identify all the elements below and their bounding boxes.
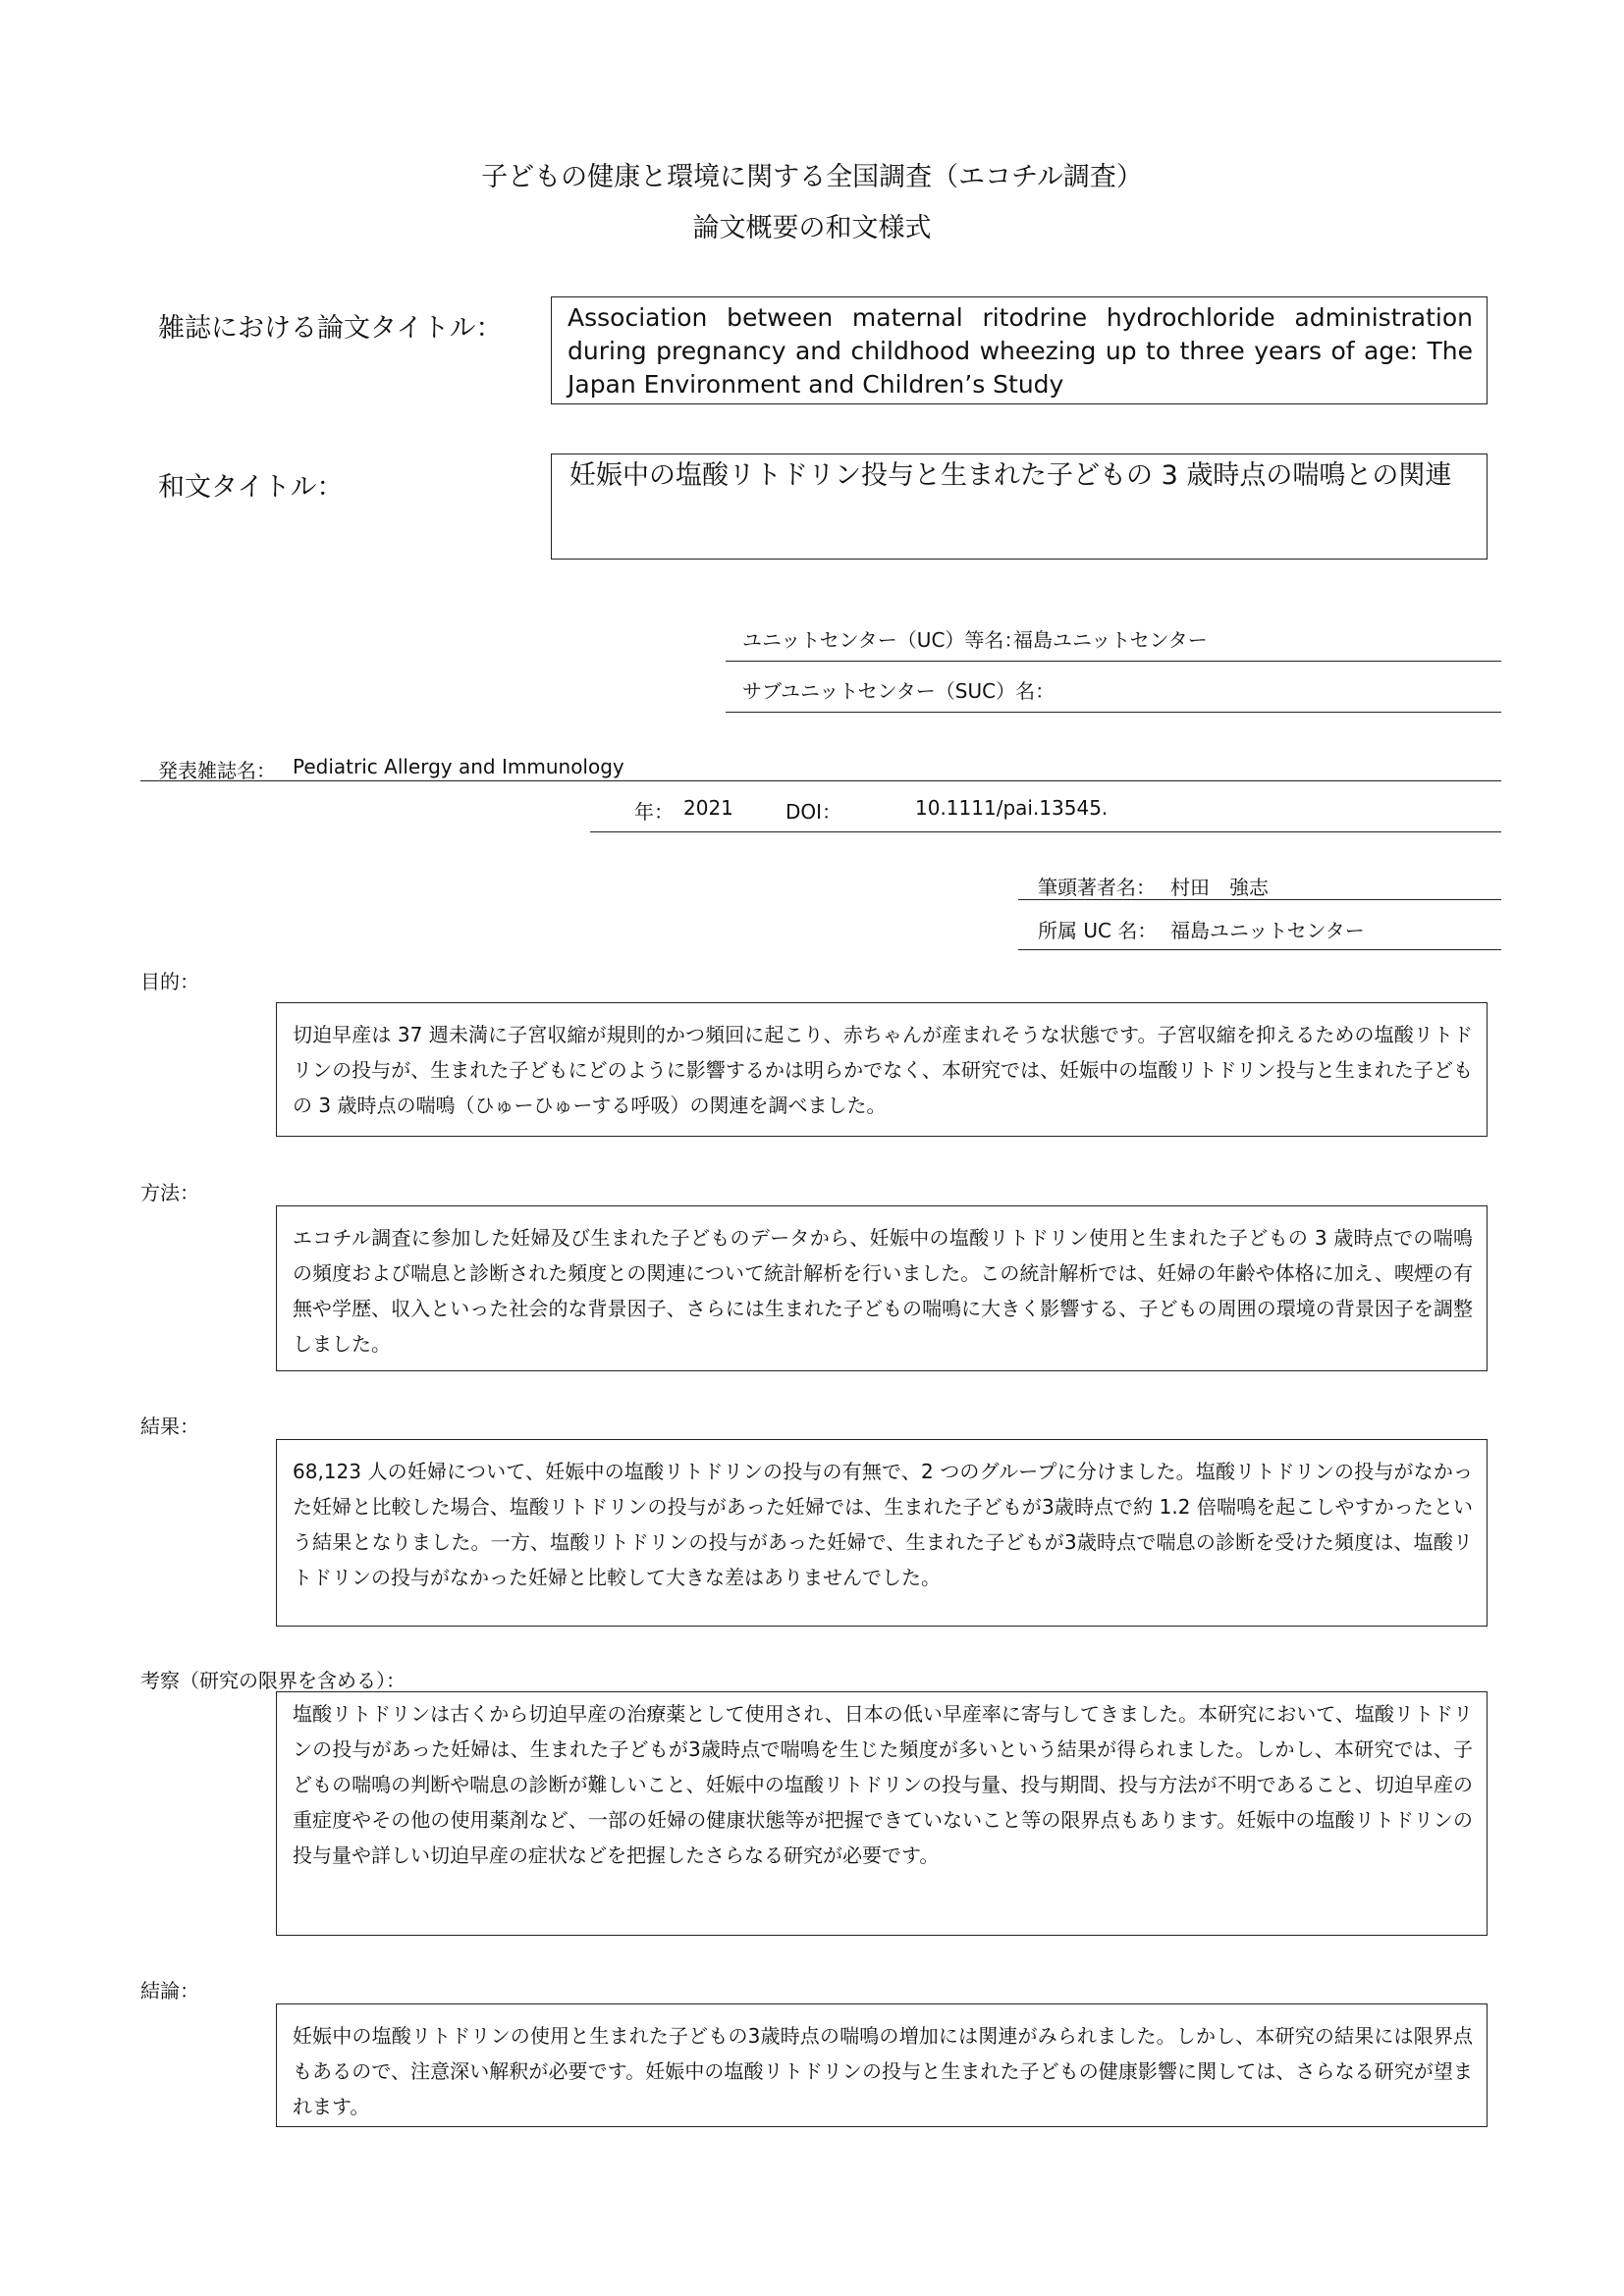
method-box: エコチル調査に参加した妊婦及び生まれた子どものデータから、妊娠中の塩酸リトドリン使用と生まれた子どもの 3 歳時点での喘鳴の頻度および喘息と診断された頻度との関連について統計解析を行いました。この統計解析では、妊婦の年齢や体格に加え、喫煙の有無や学歴、収入といった社会的な背景因子、さらには生まれた子どもの喘鳴に大きく影響する、子どもの周囲の環境の背景因子を調整しました。	[276, 1205, 1488, 1371]
affiliation-label: 所属 UC 名：	[1038, 919, 1158, 942]
year-doi-underline	[590, 831, 1501, 832]
result-label: 結果：	[140, 1415, 199, 1438]
affiliation-value: 福島ユニットセンター	[1170, 919, 1365, 942]
purpose-box: 切迫早産は 37 週未満に子宮収縮が規則的かつ頻回に起こり、赤ちゃんが産まれそうな状態です。子宮収縮を抑えるための塩酸リトドリンの投与が、生まれた子どもにどのように影響するかは明らかでなく、本研究では、妊娠中の塩酸リトドリン投与と生まれた子どもの 3 歳時点の喘鳴（ひゅーひゅーする呼吸）の関連を調べました。	[276, 1002, 1488, 1137]
discussion-label: 考察（研究の限界を含める）：	[140, 1669, 406, 1692]
suc-label: サブユニットセンター（SUC）名：	[742, 679, 1056, 703]
year-value: 2021	[683, 796, 733, 820]
first-author-label: 筆頭著者名：	[1038, 876, 1156, 899]
conclusion-box: 妊娠中の塩酸リトドリンの使用と生まれた子どもの3歳時点の喘鳴の増加には関連がみられました。しかし、本研究の結果には限界点もあるので、注意深い解釈が必要です。妊娠中の塩酸リトドリンの投与と生まれた子どもの健康影響に関しては、さらなる研究が望まれます。	[276, 2003, 1488, 2127]
journal-underline	[140, 780, 1501, 781]
uc-value: 福島ユニットセンター	[1013, 628, 1208, 652]
discussion-box: 塩酸リトドリンは古くから切迫早産の治療薬として使用され、日本の低い早産率に寄与してきました。本研究において、塩酸リトドリンの投与があった妊婦は、生まれた子どもが3歳時点で喘鳴を生じた頻度が多いという結果が得られました。しかし、本研究では、子どもの喘鳴の判断や喘息の診断が難しいこと、妊娠中の塩酸リトドリンの投与量、投与期間、投与方法が不明であること、切迫早産の重症度やその他の使用薬剤など、一部の妊婦の健康状態等が把握できていないこと等の限界点もあります。妊娠中の塩酸リトドリンの投与量や詳しい切迫早産の症状などを把握したさらなる研究が必要です。	[276, 1691, 1488, 1936]
year-label: 年：	[634, 800, 674, 824]
journal-title-box: Association between maternal ritodrine hydrochloride administration during pregnancy and childhood wheezing up to three years of age: The Japan Environment and Children’s Study	[551, 296, 1488, 404]
method-label: 方法：	[140, 1181, 199, 1204]
conclusion-label: 結論：	[140, 1979, 199, 2002]
journal-title-label: 雑誌における論文タイトル：	[158, 313, 503, 344]
doi-label: DOI：	[785, 800, 842, 824]
suc-underline	[726, 712, 1501, 713]
journal-value: Pediatric Allergy and Immunology	[293, 755, 624, 778]
document-title: 子どもの健康と環境に関する全国調査（エコチル調査）	[481, 162, 1143, 192]
affiliation-underline	[1018, 949, 1501, 950]
japanese-title-label: 和文タイトル：	[158, 472, 344, 503]
document-subtitle: 論文概要の和文様式	[692, 213, 932, 243]
journal-label: 発表雑誌名：	[158, 759, 276, 782]
first-author-value: 村田 強志	[1170, 876, 1269, 899]
doi-value: 10.1111/pai.13545.	[915, 796, 1109, 820]
purpose-label: 目的：	[140, 970, 199, 993]
result-box: 68,123 人の妊婦について、妊娠中の塩酸リトドリンの投与の有無で、2 つのグループに分けました。塩酸リトドリンの投与がなかった妊婦と比較した場合、塩酸リトドリンの投与があった妊婦では、生まれた子どもが3歳時点で約 1.2 倍喘鳴を起こしやすかったという結果となりました。一方、塩酸リトドリンの投与があった妊婦で、生まれた子どもが3歳時点で喘息の診断を受けた頻度は、塩酸リトドリンの投与がなかった妊婦と比較して大きな差はありませんでした。	[276, 1439, 1488, 1627]
uc-label: ユニットセンター（UC）等名：	[742, 628, 1024, 652]
japanese-title-box: 妊娠中の塩酸リトドリン投与と生まれた子どもの 3 歳時点の喘鳴との関連	[551, 454, 1488, 560]
uc-underline	[726, 661, 1501, 662]
first-author-underline	[1018, 899, 1501, 900]
